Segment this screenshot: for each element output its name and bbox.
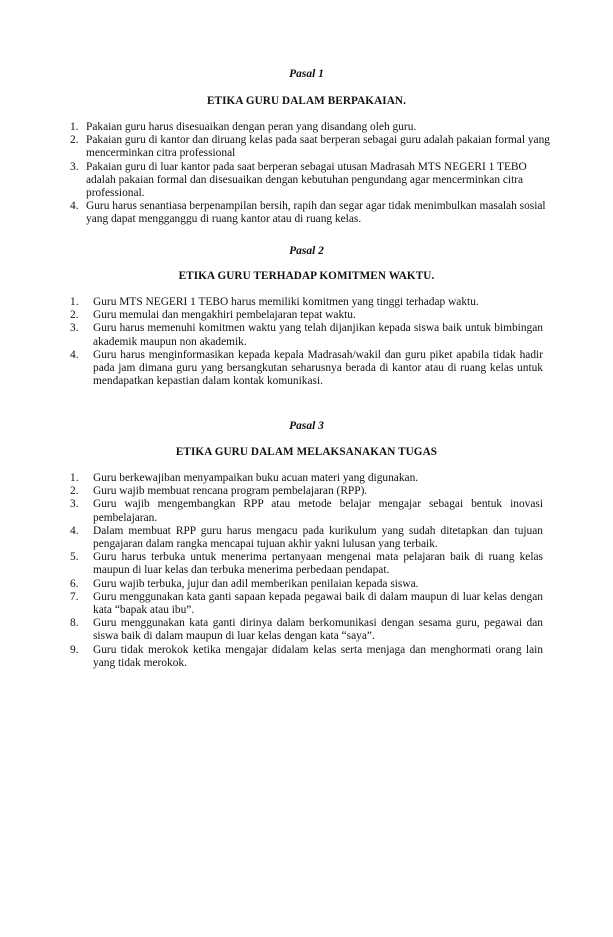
item-number: 1. <box>70 472 79 484</box>
list-item <box>70 322 543 348</box>
pasal-2-list <box>70 296 543 388</box>
item-number: 7. <box>70 590 79 603</box>
pasal-3-heading: ETIKA GURU DALAM MELAKSANAKAN TUGAS <box>175 446 438 458</box>
pasal-1-list <box>70 121 552 227</box>
item-text: Guru menggunakan kata ganti sapaan kepada pegawai baik di dalam maupun di luar kelas dengan kata “bapak atau ibu”. <box>93 590 543 617</box>
item-text: Guru MTS NEGERI 1 TEBO harus memiliki komitmen yang tinggi terhadap waktu. <box>93 296 479 308</box>
pasal-3-title: Pasal 3 <box>289 420 324 432</box>
item-text: Guru tidak merokok ketika mengajar didalam kelas serta menjaga dan menghormati orang lain yang tidak merokok. <box>93 643 543 669</box>
item-number: 4. <box>70 200 79 213</box>
item-text: Pakaian guru harus disesuaikan dengan peran yang disandang oleh guru. <box>86 121 417 133</box>
item-number: 2. <box>70 134 79 147</box>
item-number: 9. <box>70 643 79 656</box>
item-text: Guru wajib membuat rencana program pembelajaran (RPP). <box>93 485 368 498</box>
list-item <box>70 296 543 309</box>
list-item <box>70 200 552 226</box>
item-number: 5. <box>70 551 79 564</box>
list-item <box>70 591 543 617</box>
list-item <box>70 498 543 524</box>
item-number: 1. <box>70 121 79 133</box>
list-item <box>70 525 543 551</box>
list-item <box>70 121 552 134</box>
item-text: Guru menggunakan kata ganti dirinya dalam berkomunikasi dengan sesama guru, pegawai dan siswa baik di dalam maupun di luar kelas dengan kata “saya”. <box>93 617 543 643</box>
pasal-2-title: Pasal 2 <box>289 245 324 257</box>
item-number: 3. <box>70 498 79 511</box>
list-item <box>70 349 543 389</box>
item-number: 3. <box>70 322 79 335</box>
list-item <box>70 644 543 670</box>
item-number: 2. <box>70 485 79 498</box>
pasal-1-heading: ETIKA GURU DALAM BERPAKAIAN. <box>206 95 406 107</box>
list-item <box>70 578 543 591</box>
item-text: Guru harus senantiasa berpenampilan bersih, rapih dan segar agar tidak menimbulkan masalah sosial yang dapat mengganggu di ruang kantor atau di ruang kelas. <box>86 200 546 226</box>
item-number: 3. <box>70 160 79 173</box>
item-text: Guru wajib mengembangkan RPP atau metode belajar mengajar sebagai bentuk inovasi pembelajaran. <box>93 498 543 524</box>
item-text: Guru harus menginformasikan kepada kepala Madrasah/wakil dan guru piket apabila tidak hadir pada jam dimana guru yang bersangkutan seharusnya berada di kantor atau di ruang kelas untuk mendapatkan kepastian dalam kontak komunikasi. <box>93 348 543 388</box>
list-item <box>70 161 552 201</box>
list-item <box>70 485 543 498</box>
pasal-1-title: Pasal 1 <box>289 68 324 80</box>
list-item <box>70 309 543 322</box>
list-item <box>70 617 543 643</box>
item-text: Pakaian guru di luar kantor pada saat berperan sebagai utusan Madrasah MTS NEGERI 1 TEBO adalah pakaian formal dan disesuaikan dengan kebutuhan pengundang agar mencerminkan citra professional. <box>86 160 527 200</box>
item-number: 8. <box>70 617 79 630</box>
item-text: Guru harus memenuhi komitmen waktu yang telah dijanjikan kepada siswa baik untuk bimbingan akademik maupun non akademik. <box>93 322 543 348</box>
item-number: 6. <box>70 577 79 590</box>
item-text: Guru wajib terbuka, jujur dan adil memberikan penilaian kepada siswa. <box>93 577 419 590</box>
list-item <box>70 551 543 577</box>
item-number: 1. <box>70 296 79 308</box>
pasal-3-list <box>70 472 543 670</box>
item-number: 2. <box>70 309 79 322</box>
item-number: 4. <box>70 348 79 361</box>
pasal-2-heading: ETIKA GURU TERHADAP KOMITMEN WAKTU. <box>178 270 435 282</box>
item-text: Guru memulai dan mengakhiri pembelajaran tepat waktu. <box>93 309 356 322</box>
item-text: Guru berkewajiban menyampaikan buku acuan materi yang digunakan. <box>93 472 419 484</box>
list-item <box>70 134 552 160</box>
list-item <box>70 472 543 485</box>
item-text: Dalam membuat RPP guru harus mengacu pada kurikulum yang sudah ditetapkan dan tujuan pengajaran dalam rangka mencapai tujuan akhir yakni lulusan yang terbaik. <box>93 524 543 551</box>
item-number: 4. <box>70 524 79 537</box>
item-text: Pakaian guru di kantor dan diruang kelas pada saat berperan sebagai guru adalah pakaian formal yang mencerminkan citra professional <box>86 134 550 160</box>
item-text: Guru harus terbuka untuk menerima pertanyaan mengenai mata pelajaran baik di ruang kelas maupun di luar kelas dan terbuka menerima perbedaan pendapat. <box>93 551 543 577</box>
